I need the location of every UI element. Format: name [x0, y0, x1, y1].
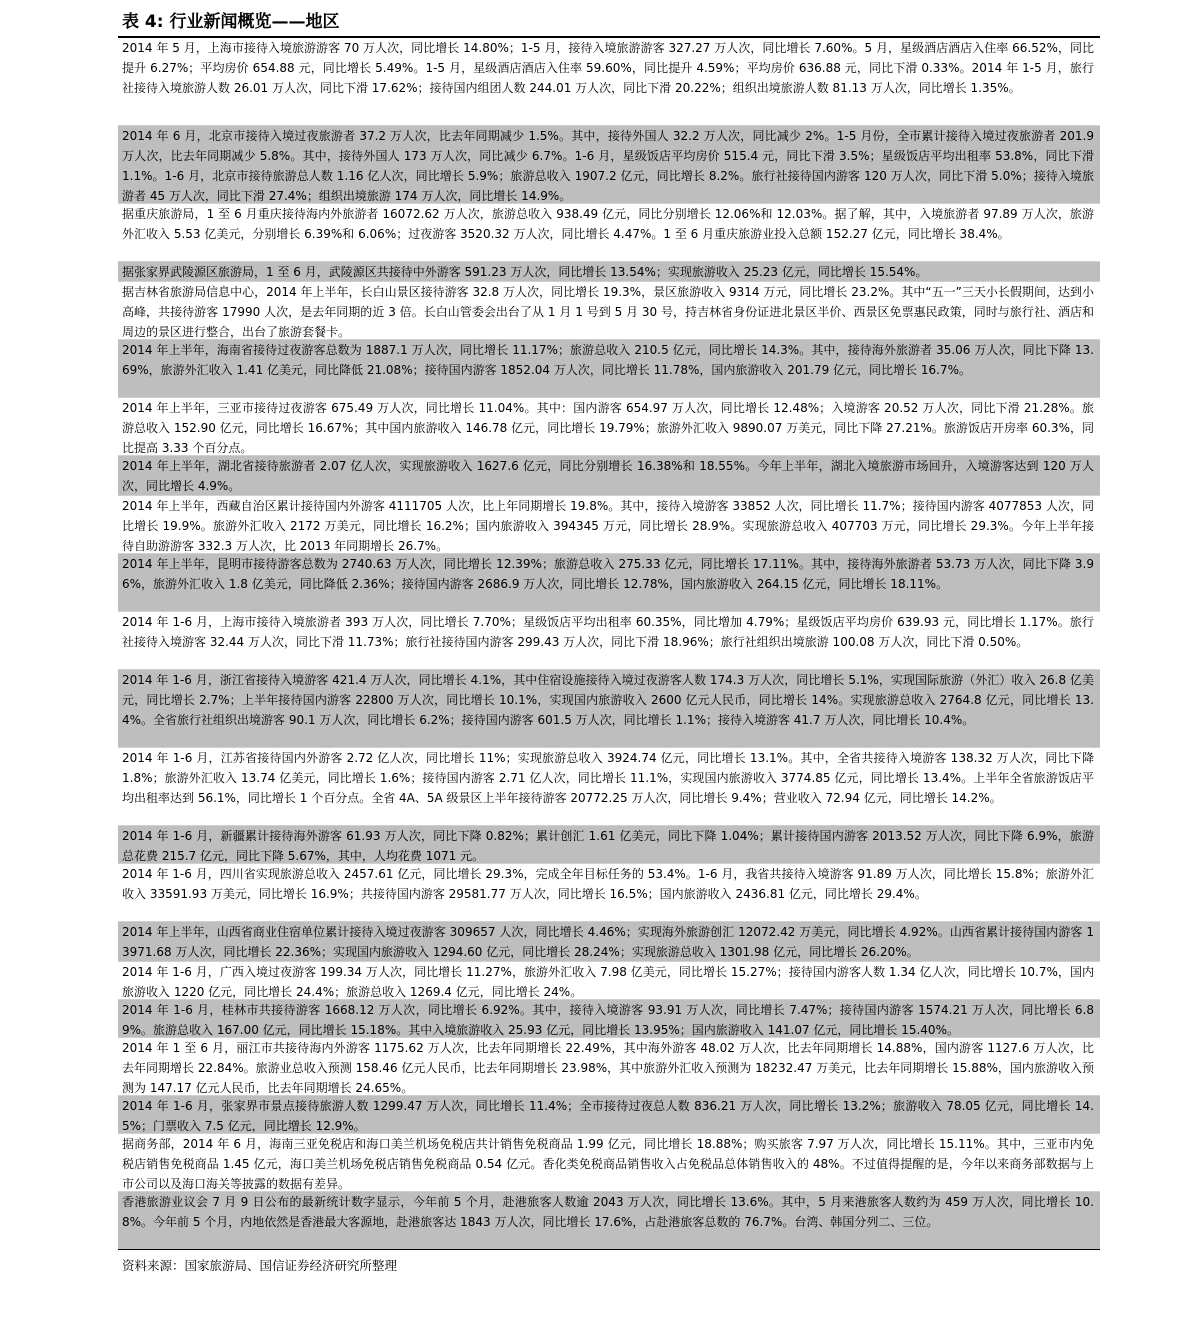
- table-title-row: [118, 0, 1100, 38]
- news-row: 2014 年上半年，昆明市接待游客总数为 2740.63 万人次，同比增长 12.39%；旅游总收入 275.33 亿元，同比增长 17.11%。其中，接待海外旅游者 53.73 万人次，同比下降 3.96%，旅游外汇收入 1.8 亿美元，同比降低 2.36%；接待国内游客 2686.9 万人次，同比增长 12.78%，国内旅游收入 264.15 亿元，同比增长 18.11%。: [118, 554, 1100, 612]
- news-row: 2014 年上半年，湖北省接待旅游者 2.07 亿人次，实现旅游收入 1627.6 亿元，同比分别增长 16.38%和 18.55%。今年上半年，湖北入境旅游市场回升，入境游客达到 120 万人次，同比增长 4.9%。: [118, 456, 1100, 496]
- table-title: 表 4: 行业新闻概览——地区: [122, 12, 340, 32]
- source-note: 资料来源：国家旅游局、国信证券经济研究所整理: [122, 1258, 398, 1273]
- news-row: 2014 年上半年，海南省接待过夜游客总数为 1887.1 万人次，同比增长 11.17%；旅游总收入 210.5 亿元，同比增长 14.3%。其中，接待海外旅游者 35.06 万人次，同比下降 13.69%，旅游外汇收入 1.41 亿美元，同比降低 21.08%；接待国内游客 1852.04 万人次，同比增长 11.78%，国内旅游收入 201.79 亿元，同比增长 16.7%。: [118, 340, 1100, 398]
- news-row: 2014 年上半年，西藏自治区累计接待国内外游客 4111705 人次，比上年同期增长 19.8%。其中，接待入境游客 33852 人次，同比增长 11.7%；接待国内游客 4077853 人次，同比增长 19.9%。旅游外汇收入 2172 万美元，同比增长 16.2%；国内旅游收入 394345 万元，同比增长 28.9%。实现旅游总收入 407703 万元，同比增长 29.3%。今年上半年接待自助游游客 332.3 万人次，比 2013 年同期增长 26.7%。: [118, 496, 1100, 554]
- news-row: 2014 年 1 至 6 月，丽江市共接待海内外游客 1175.62 万人次，比去年同期增长 22.49%，其中海外游客 48.02 万人次，比去年同期增长 14.88%，国内游客 1127.6 万人次，比去年同期增长 22.84%。旅游业总收入预测 158.46 亿元人民币，比去年同期增长 23.98%，其中旅游外汇收入预测为 18232.47 万美元，比去年同期增长 15.88%，国内旅游收入预测为 147.17 亿元人民币，比去年同期增长 24.65%。: [118, 1038, 1100, 1096]
- news-row: 香港旅游业议会 7 月 9 日公布的最新统计数字显示，今年前 5 个月，赴港旅客人数逾 2043 万人次，同比增长 13.6%。其中，5 月来港旅客人数约为 459 万人次，同比增长 10.8%。今年前 5 个月，内地依然是香港最大客源地，赴港旅客达 1843 万人次，同比增长 17.6%，占赴港旅客总数的 76.7%。台湾、韩国分列二、三位。: [118, 1192, 1100, 1250]
- news-row: 据商务部，2014 年 6 月，海南三亚免税店和海口美兰机场免税店共计销售免税商品 1.99 亿元，同比增长 18.88%；购买旅客 7.97 万人次，同比增长 15.11%。其中，三亚市内免税店销售免税商品 1.45 亿元，海口美兰机场免税店销售免税商品 0.54 亿元。香化类免税商品销售收入占免税品总体销售收入的 48%。不过值得提醒的是，今年以来商务部数据与上市公司以及海口海关等披露的数据有差异。: [118, 1134, 1100, 1192]
- news-row: 2014 年 1-6 月，广西入境过夜游客 199.34 万人次，同比增长 11.27%，旅游外汇收入 7.98 亿美元，同比增长 15.27%；接待国内游客人数 1.34 亿人次，同比增长 10.7%，国内旅游收入 1220 亿元，同比增长 24.4%；旅游总收入 1269.4 亿元，同比增长 24%。: [118, 962, 1100, 1000]
- news-row: 2014 年 1-6 月，上海市接待入境旅游者 393 万人次，同比增长 7.70%；星级饭店平均出租率 60.35%，同比增加 4.79%；星级饭店平均房价 639.93 元，同比增长 1.17%。旅行社接待入境游客 32.44 万人次，同比下滑 11.73%；旅行社接待国内游客 299.43 万人次，同比下滑 18.96%；旅行社组织出境旅游 100.08 万人次，同比下滑 0.50%。: [118, 612, 1100, 670]
- news-row: 2014 年上半年，三亚市接待过夜游客 675.49 万人次，同比增长 11.04%。其中：国内游客 654.97 万人次，同比增长 12.48%；入境游客 20.52 万人次，同比下滑 21.28%。旅游总收入 152.90 亿元，同比增长 16.67%；其中国内旅游收入 146.78 亿元，同比增长 19.79%；旅游外汇收入 9890.07 万美元，同比下降 27.21%。旅游饭店开房率 60.3%，同比提高 3.33 个百分点。: [118, 398, 1100, 456]
- news-row: 据吉林省旅游局信息中心，2014 年上半年，长白山景区接待游客 32.8 万人次，同比增长 19.3%，景区旅游收入 9314 万元，同比增长 23.2%。其中“五一”三天小长假期间，达到小高峰，共接待游客 17990 人次，是去年同期的近 3 倍。长白山管委会出台了从 1 月 1 号到 5 月 30 号，持吉林省身份证进北景区半价、西景区免票惠民政策，同时与旅行社、酒店和周边的景区进行整合，出台了旅游套餐卡。: [118, 282, 1100, 340]
- news-row: 2014 年 1-6 月，张家界市景点接待旅游人数 1299.47 万人次，同比增长 11.4%；全市接待过夜总人数 836.21 万人次，同比增长 13.2%；旅游收入 78.05 亿元，同比增长 14.5%；门票收入 7.5 亿元，同比增长 12.9%。: [118, 1096, 1100, 1134]
- news-row: 2014 年 1-6 月，桂林市共接待游客 1668.12 万人次，同比增长 6.92%。其中，接待入境游客 93.91 万人次，同比增长 7.47%；接待国内游客 1574.21 万人次，同比增长 6.89%。旅游总收入 167.00 亿元，同比增长 15.18%。其中入境旅游收入 25.93 亿元，同比增长 13.95%；国内旅游收入 141.07 亿元，同比增长 15.40%。: [118, 1000, 1100, 1038]
- document-page: [118, 0, 1100, 1274]
- news-row: 2014 年 1-6 月，四川省实现旅游总收入 2457.61 亿元，同比增长 29.3%，完成全年目标任务的 53.4%。1-6 月，我省共接待入境游客 91.89 万人次，同比增长 15.8%；旅游外汇收入 33591.93 万美元，同比增长 16.9%；共接待国内游客 29581.77 万人次，同比增长 16.5%；国内旅游收入 2436.81 亿元，同比增长 29.4%。: [118, 864, 1100, 922]
- news-row: 据重庆旅游局，1 至 6 月重庆接待海内外旅游者 16072.62 万人次，旅游总收入 938.49 亿元，同比分别增长 12.06%和 12.03%。据了解，其中，入境旅游者 97.89 万人次，旅游外汇收入 5.53 亿美元，分别增长 6.39%和 6.06%；过夜游客 3520.32 万人次，同比增长 4.47%。1 至 6 月重庆旅游业投入总额 152.27 亿元，同比增长 38.4%。: [118, 204, 1100, 262]
- news-row: 2014 年 1-6 月，新疆累计接待海外游客 61.93 万人次，同比下降 0.82%；累计创汇 1.61 亿美元，同比下降 1.04%；累计接待国内游客 2013.52 万人次，同比下降 6.9%，旅游总花费 215.7 亿元，同比下降 5.67%，其中，人均花费 1071 元。: [118, 826, 1100, 864]
- news-row: 2014 年 1-6 月，浙江省接待入境游客 421.4 万人次，同比增长 4.1%，其中住宿设施接待入境过夜游客人数 174.3 万人次，同比增长 5.1%，实现国际旅游（外汇）收入 26.8 亿美元，同比增长 2.7%；上半年接待国内游客 22800 万人次，同比增长 10.1%，实现国内旅游收入 2600 亿元人民币，同比增长 14%。实现旅游总收入 2764.8 亿元，同比增长 13.4%。全省旅行社组织出境游客 90.1 万人次，同比增长 6.2%；接待国内游客 601.5 万人次，同比增长 1.1%；接待入境游客 41.7 万人次，同比增长 10.4%。: [118, 670, 1100, 748]
- news-table: [118, 38, 1100, 1250]
- news-row: 据张家界武陵源区旅游局，1 至 6 月，武陵源区共接待中外游客 591.23 万人次，同比增长 13.54%；实现旅游收入 25.23 亿元，同比增长 15.54%。: [118, 262, 1100, 282]
- news-row: 2014 年 6 月，北京市接待入境过夜旅游者 37.2 万人次，比去年同期减少 1.5%。其中，接待外国人 32.2 万人次，同比减少 2%。1-5 月份，全市累计接待入境过夜旅游者 201.9 万人次，比去年同期减少 5.8%。其中，接待外国人 173 万人次，同比减少 6.7%。1-6 月，星级饭店平均房价 515.4 元，同比下滑 3.5%；星级饭店平均出租率 53.8%，同比下滑 1.1%。1-6 月，北京市接待旅游总人数 1.16 亿人次，同比增长 5.9%；旅游总收入 1907.2 亿元，同比增长 8.2%。旅行社接待国内游客 120 万人次，同比下滑 5.0%；接待入境旅游者 45 万人次，同比下滑 27.4%；组织出境旅游 174 万人次，同比增长 14.9%。: [118, 126, 1100, 204]
- news-row: 2014 年上半年，山西省商业住宿单位累计接待入境过夜游客 309657 人次，同比增长 4.46%；实现海外旅游创汇 12072.42 万美元，同比增长 4.92%。山西省累计接待国内游客 13971.68 万人次，同比增长 22.36%；实现国内旅游收入 1294.60 亿元，同比增长 28.24%；实现旅游总收入 1301.98 亿元，同比增长 26.20%。: [118, 922, 1100, 962]
- news-row: 2014 年 1-6 月，江苏省接待国内外游客 2.72 亿人次，同比增长 11%；实现旅游总收入 3924.74 亿元，同比增长 13.1%。其中，全省共接待入境游客 138.32 万人次，同比下降 1.8%；旅游外汇收入 13.74 亿美元，同比增长 1.6%；接待国内游客 2.71 亿人次，同比增长 11.1%，实现国内旅游收入 3774.85 亿元，同比增长 13.4%。上半年全省旅游饭店平均出租率达到 56.1%，同比增长 1 个百分点。全省 4A、5A 级景区上半年接待游客 20772.25 万人次，同比增长 9.4%；营业收入 72.94 亿元，同比增长 14.2%。: [118, 748, 1100, 826]
- news-row: 2014 年 5 月，上海市接待入境旅游游客 70 万人次，同比增长 14.80%；1-5 月，接待入境旅游游客 327.27 万人次，同比增长 7.60%。5 月，星级酒店酒店入住率 66.52%，同比提升 6.27%；平均房价 654.88 元，同比增长 5.49%。1-5 月，星级酒店酒店入住率 59.60%，同比提升 4.59%；平均房价 636.88 元，同比下滑 0.33%。2014 年 1-5 月，旅行社接待入境旅游人数 26.01 万人次，同比下滑 17.62%；接待国内组团人数 244.01 万人次，同比下滑 20.22%；组织出境旅游人数 81.13 万人次，同比增长 1.35%。: [118, 38, 1100, 126]
